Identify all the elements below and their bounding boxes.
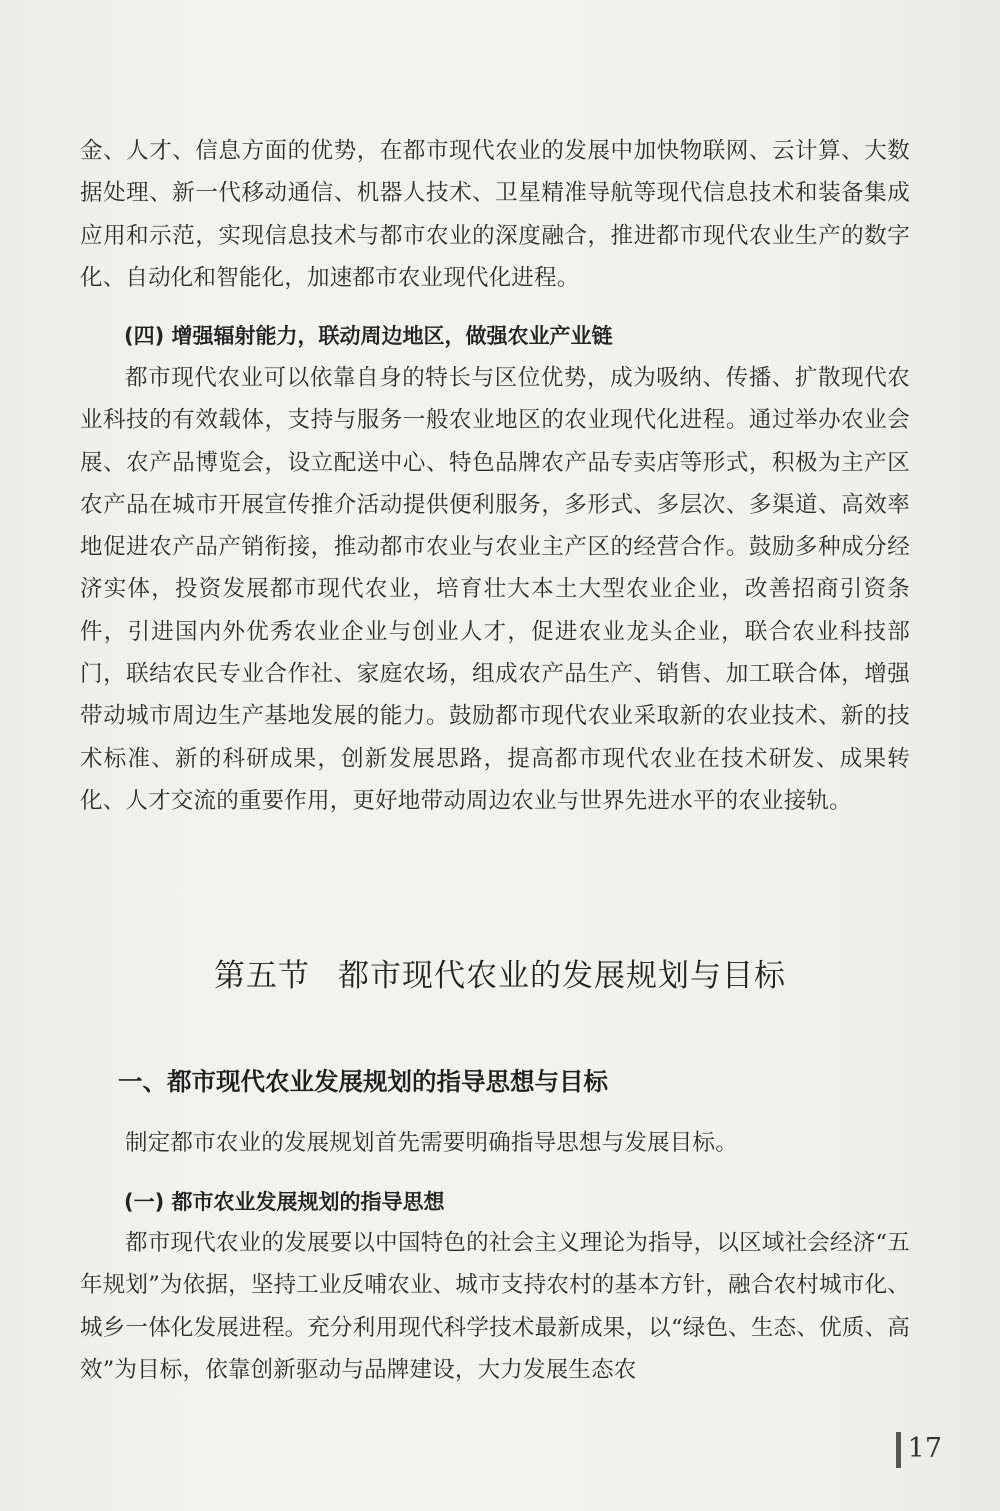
paragraph-radiation: 都市现代农业可以依靠自身的特长与区位优势，成为吸纳、传播、扩散现代农业科技的有效载体，支持与服务一般农业地区的农业现代化进程。通过举办农业会展、农产品博览会，设立配送中心、特色品牌农产品专卖店等形式，积极为主产区农产品在城市开展宣传推介活动提供便利服务，多形式、多层次、多渠道、高效率地促进农产品产销衔接，推动都市农业与农业主产区的经营合作。鼓励多种成分经济实体，投资发展都市现代农业，培育壮大本土大型农业企业，改善招商引资条件，引进国内外优秀农业企业与创业人才，促进农业龙头企业，联合农业科技部门，联结农民专业合作社、家庭农场，组成农产品生产、销售、加工联合体，增强带动城市周边生产基地发展的能力。鼓励都市现代农业采取新的农业技术、新的技术标准、新的科研成果，创新发展思路，提高都市现代农业在技术研发、成果转化、人才交流的重要作用，更好地带动周边农业与世界先进水平的农业接轨。 xyxy=(80,365,910,814)
paragraph-guiding-ideas: 都市现代农业的发展要以中国特色的社会主义理论为指导，以区域社会经济“五年规划”为依据，坚持工业反哺农业、城市支持农村的基本方针，融合农村城市化、城乡一体化发展进程。充分利用现代科学技术最新成果，以“绿色、生态、优质、高效”为目标，依靠创新驱动与品牌建设，大力发展生态农 xyxy=(80,1230,910,1383)
page-number-bar xyxy=(896,1432,901,1468)
heading-one: (一) 都市农业发展规划的指导思想 xyxy=(124,1190,445,1214)
heading-four: (四) 增强辐射能力，联动周边地区，做强农业产业链 xyxy=(124,324,613,348)
section-number: 第五节 xyxy=(214,958,310,994)
paragraph-intro: 制定都市农业的发展规划首先需要明确指导思想与发展目标。 xyxy=(125,1130,738,1156)
section-title-text: 都市现代农业的发展规划与目标 xyxy=(338,958,786,994)
subsection-title: 一、都市现代农业发展规划的指导思想与目标 xyxy=(118,1067,608,1096)
page-number: 17 xyxy=(907,1433,942,1464)
section-title xyxy=(0,950,1000,995)
paragraph-continuation: 金、人才、信息方面的优势，在都市现代农业的发展中加快物联网、云计算、大数据处理、新一代移动通信、机器人技术、卫星精准导航等现代信息技术和装备集成应用和示范，实现信息技术与都市农业的深度融合，推进都市现代农业生产的数字化、自动化和智能化，加速都市农业现代化进程。 xyxy=(80,138,910,291)
